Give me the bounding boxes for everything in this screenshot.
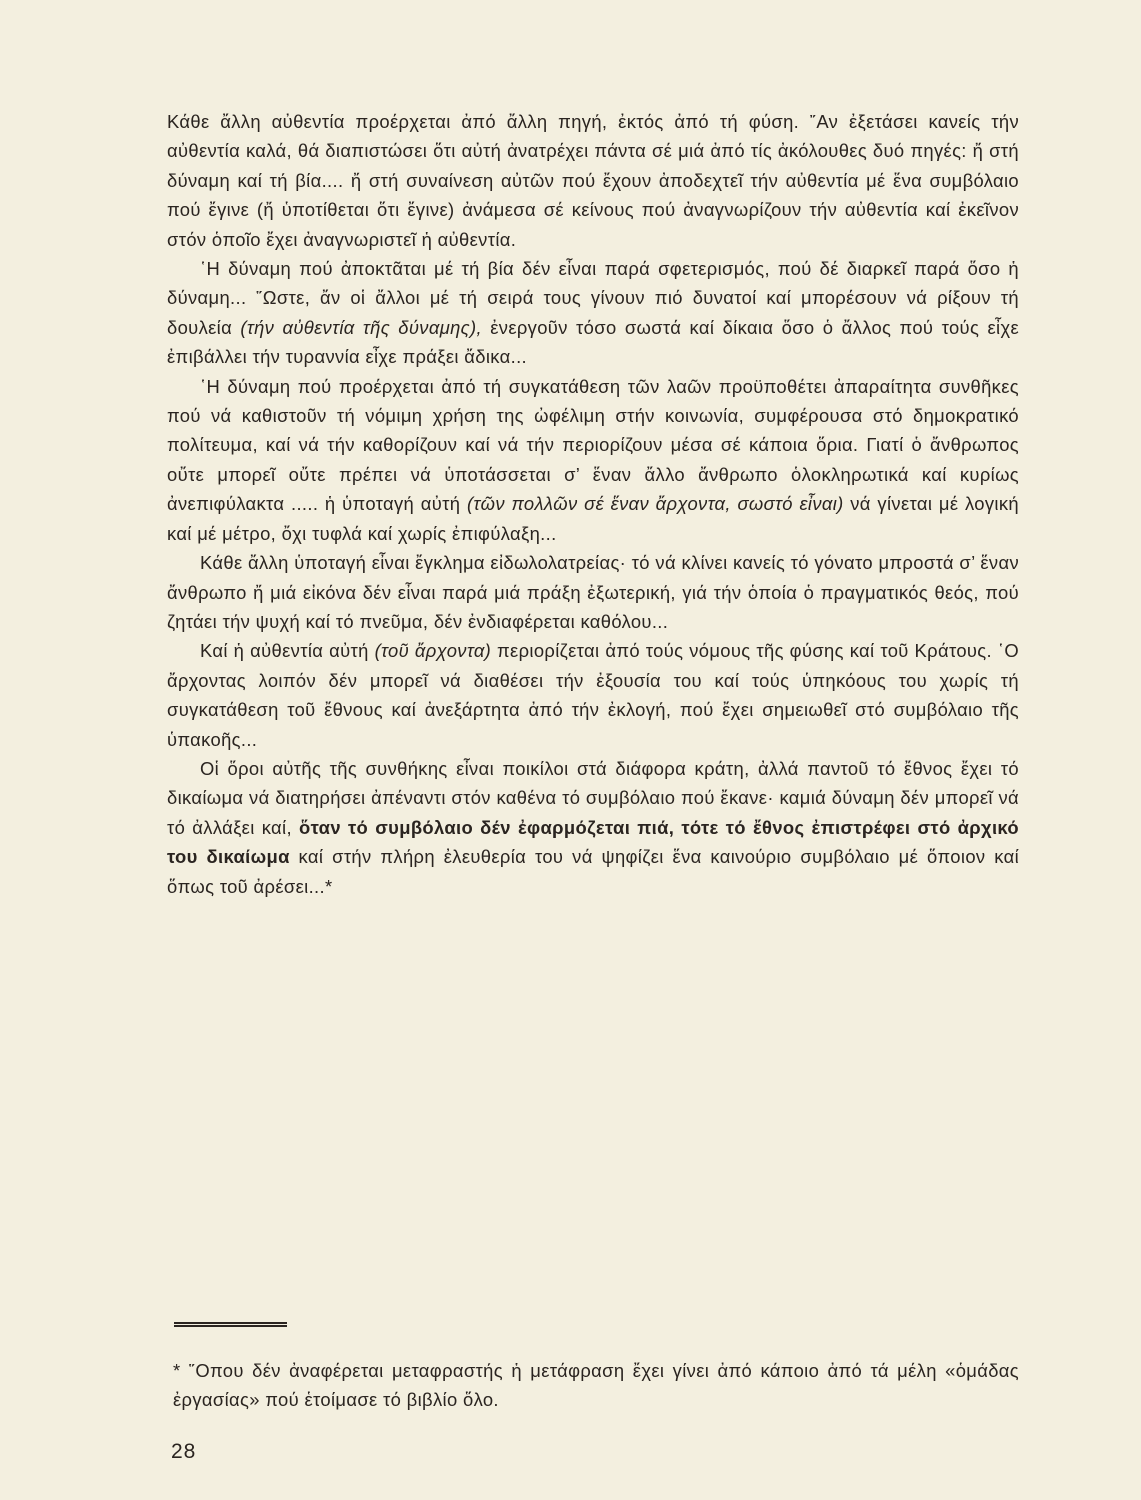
paragraph-text: Κάθε ἄλλη αὐθεντία προέρχεται ἀπό ἄλλη πηγή, ἐκτός ἀπό τή φύση. ῎Αν ἐξετάσει κανείς τήν αὐθεντία καλά, θά διαπιστώσει ὅτι αὐτή ἀνατρέχει πάντα σέ μιά ἀπό τίς ἀκόλουθες δυό πηγές: ἤ στή δύναμη καί τή βία.... ἤ στή συναίνεση αὐτῶν πού ἔχουν ἀποδεχτεῖ τήν αὐθεντία μέ ἕνα συμβόλαιο πού ἔγινε (ἤ ὑποτίθεται ὅτι ἔγινε) ἀνάμεσα σέ κείνους πού ἀναγνωρίζουν τήν αὐθεντία καί ἐκεῖνον στόν ὁποῖο ἔχει ἀναγνωριστεῖ ἡ αὐθεντία.: [167, 111, 1019, 250]
italic-phrase: (τῶν πολλῶν σέ ἕναν ἄρχοντα, σωστό εἶναι): [466, 493, 844, 515]
italic-phrase: (τοῦ ἄρχοντα): [374, 640, 492, 662]
paragraph-text: καί στήν πλήρη ἐλευθερία του νά ψηφίζει ἕνα καινούριο συμβόλαιο μέ ὅποιον καί ὅπως τοῦ ἀρέσει...*: [167, 846, 1020, 897]
paragraph-2: [167, 254, 1019, 372]
paragraph-text: Οἱ ὅροι αὐτῆς τῆς συνθήκης εἶναι ποικίλοι στά διάφορα κράτη, ἀλλά παντοῦ τό ἔθνος ἔχει τό δικαίωμα νά διατηρήσει ἀπέναντι στόν καθένα τό συμβόλαιο πού ἔκανε· καμιά δύναμη δέν μπορεῖ νά τό ἀλλάξει καί,: [167, 757, 1019, 838]
paragraph-1: [167, 107, 1019, 254]
main-text: [167, 107, 1019, 901]
paragraph-text: ῾Η δύναμη πού προέρχεται ἀπό τή συγκατάθεση τῶν λαῶν προϋποθέτει ἀπαραίτητα συνθῆκες πού νά καθιστοῦν τή νόμιμη χρήση της ὠφέλιμη στήν κοινωνία, συμφέρουσα στό δημοκρατικό πολίτευμα, καί νά τήν καθορίζουν καί νά τήν περιορίζουν μέσα σέ κάποια ὅρια. Γιατί ὁ ἄνθρωπος οὔτε μπορεῖ οὔτε πρέπει νά ὑποτάσσεται σ’ ἕναν ἄλλο ἄνθρωπο ὁλοκληρωτικά καί κυρίως ἀνεπιφύλακτα ..... ἡ ὑποταγή αὐτή: [167, 375, 1019, 515]
footnote: * ῞Οπου δέν ἀναφέρεται μεταφραστής ἡ μετάφραση ἔχει γίνει ἀπό κάποιο ἀπό τά μέλη «ὁμάδας ἐργασίας» πού ἑτοίμασε τό βιβλίο ὅλο.: [173, 1360, 1019, 1410]
paragraph-text: νά γίνεται μέ λογική καί μέ μέτρο, ὄχι τυφλά καί χωρίς ἐπιφύλαξη...: [167, 493, 1019, 544]
paragraph-4: [167, 548, 1019, 636]
bold-phrase: ὅταν τό συμβόλαιο δέν ἐφαρμόζεται πιά, τότε τό ἔθνος ἐπιστρέφει στό ἀρχικό του δικαίωμα: [167, 816, 1019, 868]
paragraph-5: [167, 636, 1019, 754]
paragraph-text: Καί ἡ αὐθεντία αὐτή: [200, 640, 375, 662]
paragraph-text: Κάθε ἄλλη ὑποταγή εἶναι ἔγκλημα εἰδωλολατρείας· τό νά κλίνει κανείς τό γόνατο μπροστά σ’ ἕναν ἄνθρωπο ἤ μιά εἰκόνα δέν εἶναι παρά μιά πράξη ἐξωτερική, γιά τήν ὁποία ὁ πραγματικός θεός, πού ζητάει τήν ψυχή καί τό πνεῦμα, δέν ἐνδιαφέρεται καθόλου...: [167, 552, 1019, 632]
footnote-divider: [174, 1322, 287, 1324]
paragraph-text: περιορίζεται ἀπό τούς νόμους τῆς φύσης καί τοῦ Κράτους. ῾Ο ἄρχοντας λοιπόν δέν μπορεῖ νά διαθέσει τήν ἐξουσία του καί τούς ὑπηκόους του χωρίς τή συγκατάθεση τοῦ ἔθνους καί ἀνεξάρτητα ἀπό τήν ἐκλογή, πού ἔχει σημειωθεῖ στό συμβόλαιο τῆς ὑπακοῆς...: [167, 640, 1019, 750]
italic-phrase: (τήν αὐθεντία τῆς δύναμης),: [240, 316, 482, 338]
page-number: 28: [171, 1440, 197, 1463]
paragraph-text: ῾Η δύναμη πού ἀποκτᾶται μέ τή βία δέν εἶναι παρά σφετερισμός, πού δέ διαρκεῖ παρά ὅσο ἡ δύναμη... ῞Ωστε, ἄν οἱ ἄλλοι μέ τή σειρά τους γίνουν πιό δυνατοί καί μπορέσουν νά ρίξουν τή δουλεία: [167, 258, 1019, 338]
paragraph-3: [167, 372, 1019, 548]
paragraph-text: ἐνεργοῦν τόσο σωστά καί δίκαια ὅσο ὁ ἄλλος πού τούς εἶχε ἐπιβάλλει τήν τυραννία εἶχε πράξει ἄδικα...: [167, 316, 1020, 368]
paragraph-6: [167, 754, 1019, 901]
